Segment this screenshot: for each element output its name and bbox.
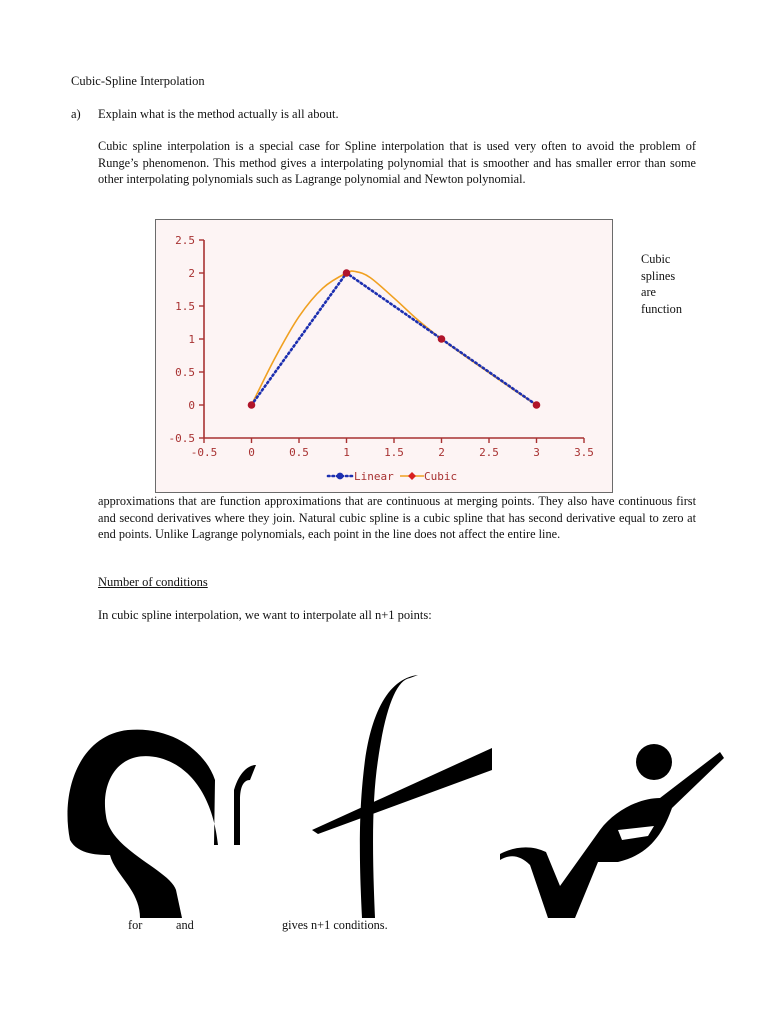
y-tick-label: 0.5 — [175, 366, 195, 379]
legend-marker-linear — [337, 473, 344, 480]
x-tick-label: 2 — [438, 446, 445, 459]
side-text — [641, 251, 701, 317]
legend-label-linear: Linear — [354, 470, 394, 483]
glyph-shape — [500, 752, 724, 918]
paragraph-intro: Cubic spline interpolation is a special case for Spline interpolation that is used very often to avoid the problem of Runge’s phenomenon. This method gives a interpolating polynomial that is smoother and has smaller error than some other interpolating polynomials such as Lagrange polynomial and Newton polynomial. — [98, 139, 696, 186]
chart-frame — [155, 219, 613, 493]
document-title: Cubic-Spline Interpolation — [71, 74, 205, 88]
x-tick-label: 3.5 — [574, 446, 594, 459]
y-tick-label: 0 — [188, 399, 195, 412]
intro-sentence: In cubic spline interpolation, we want to interpolate all n+1 points: — [98, 608, 432, 622]
data-point — [533, 401, 541, 409]
data-point — [248, 401, 256, 409]
x-tick-label: 1.5 — [384, 446, 404, 459]
y-tick-label: -0.5 — [168, 432, 195, 445]
x-tick-label: 1 — [343, 446, 350, 459]
y-tick-label: 1 — [188, 333, 195, 346]
x-tick-label: -0.5 — [190, 446, 218, 459]
side-word: splines — [641, 268, 676, 283]
bottom-word-for: for — [128, 918, 143, 932]
y-tick-label: 2.5 — [175, 234, 195, 247]
garbled-equation-glyphs — [0, 640, 768, 930]
x-tick-label: 3 — [533, 446, 540, 459]
glyph-shape — [312, 748, 492, 834]
glyph-dot — [636, 744, 672, 780]
glyph-shape — [67, 730, 256, 918]
y-tick-label: 2 — [188, 267, 195, 280]
y-tick-label: 1.5 — [175, 300, 195, 313]
paragraph-continuation: approximations that are function approximations that are continuous at merging points. They also have continuous first and second derivatives where they join. Natural cubic spline is a cubic spline that has second derivative equal to zero at end points. Unlike Lagrange polynomials, each point in the line does not affect the entire line. — [98, 494, 696, 541]
side-word: are — [641, 285, 657, 299]
question-label: a) — [71, 107, 81, 121]
side-word: Cubic — [641, 252, 671, 266]
bottom-word-and: and — [176, 918, 194, 932]
x-tick-label: 2.5 — [479, 446, 499, 459]
x-tick-label: 0.5 — [289, 446, 309, 459]
bottom-word-conditions: gives n+1 conditions. — [282, 918, 388, 932]
data-point — [343, 269, 351, 277]
section-heading: Number of conditions — [98, 575, 208, 589]
spline-chart — [156, 220, 612, 492]
legend-label-cubic: Cubic — [424, 470, 458, 483]
question-text: Explain what is the method actually is all about. — [98, 107, 339, 121]
side-word: function — [641, 301, 682, 316]
data-point — [438, 335, 446, 343]
x-tick-label: 0 — [248, 446, 255, 459]
